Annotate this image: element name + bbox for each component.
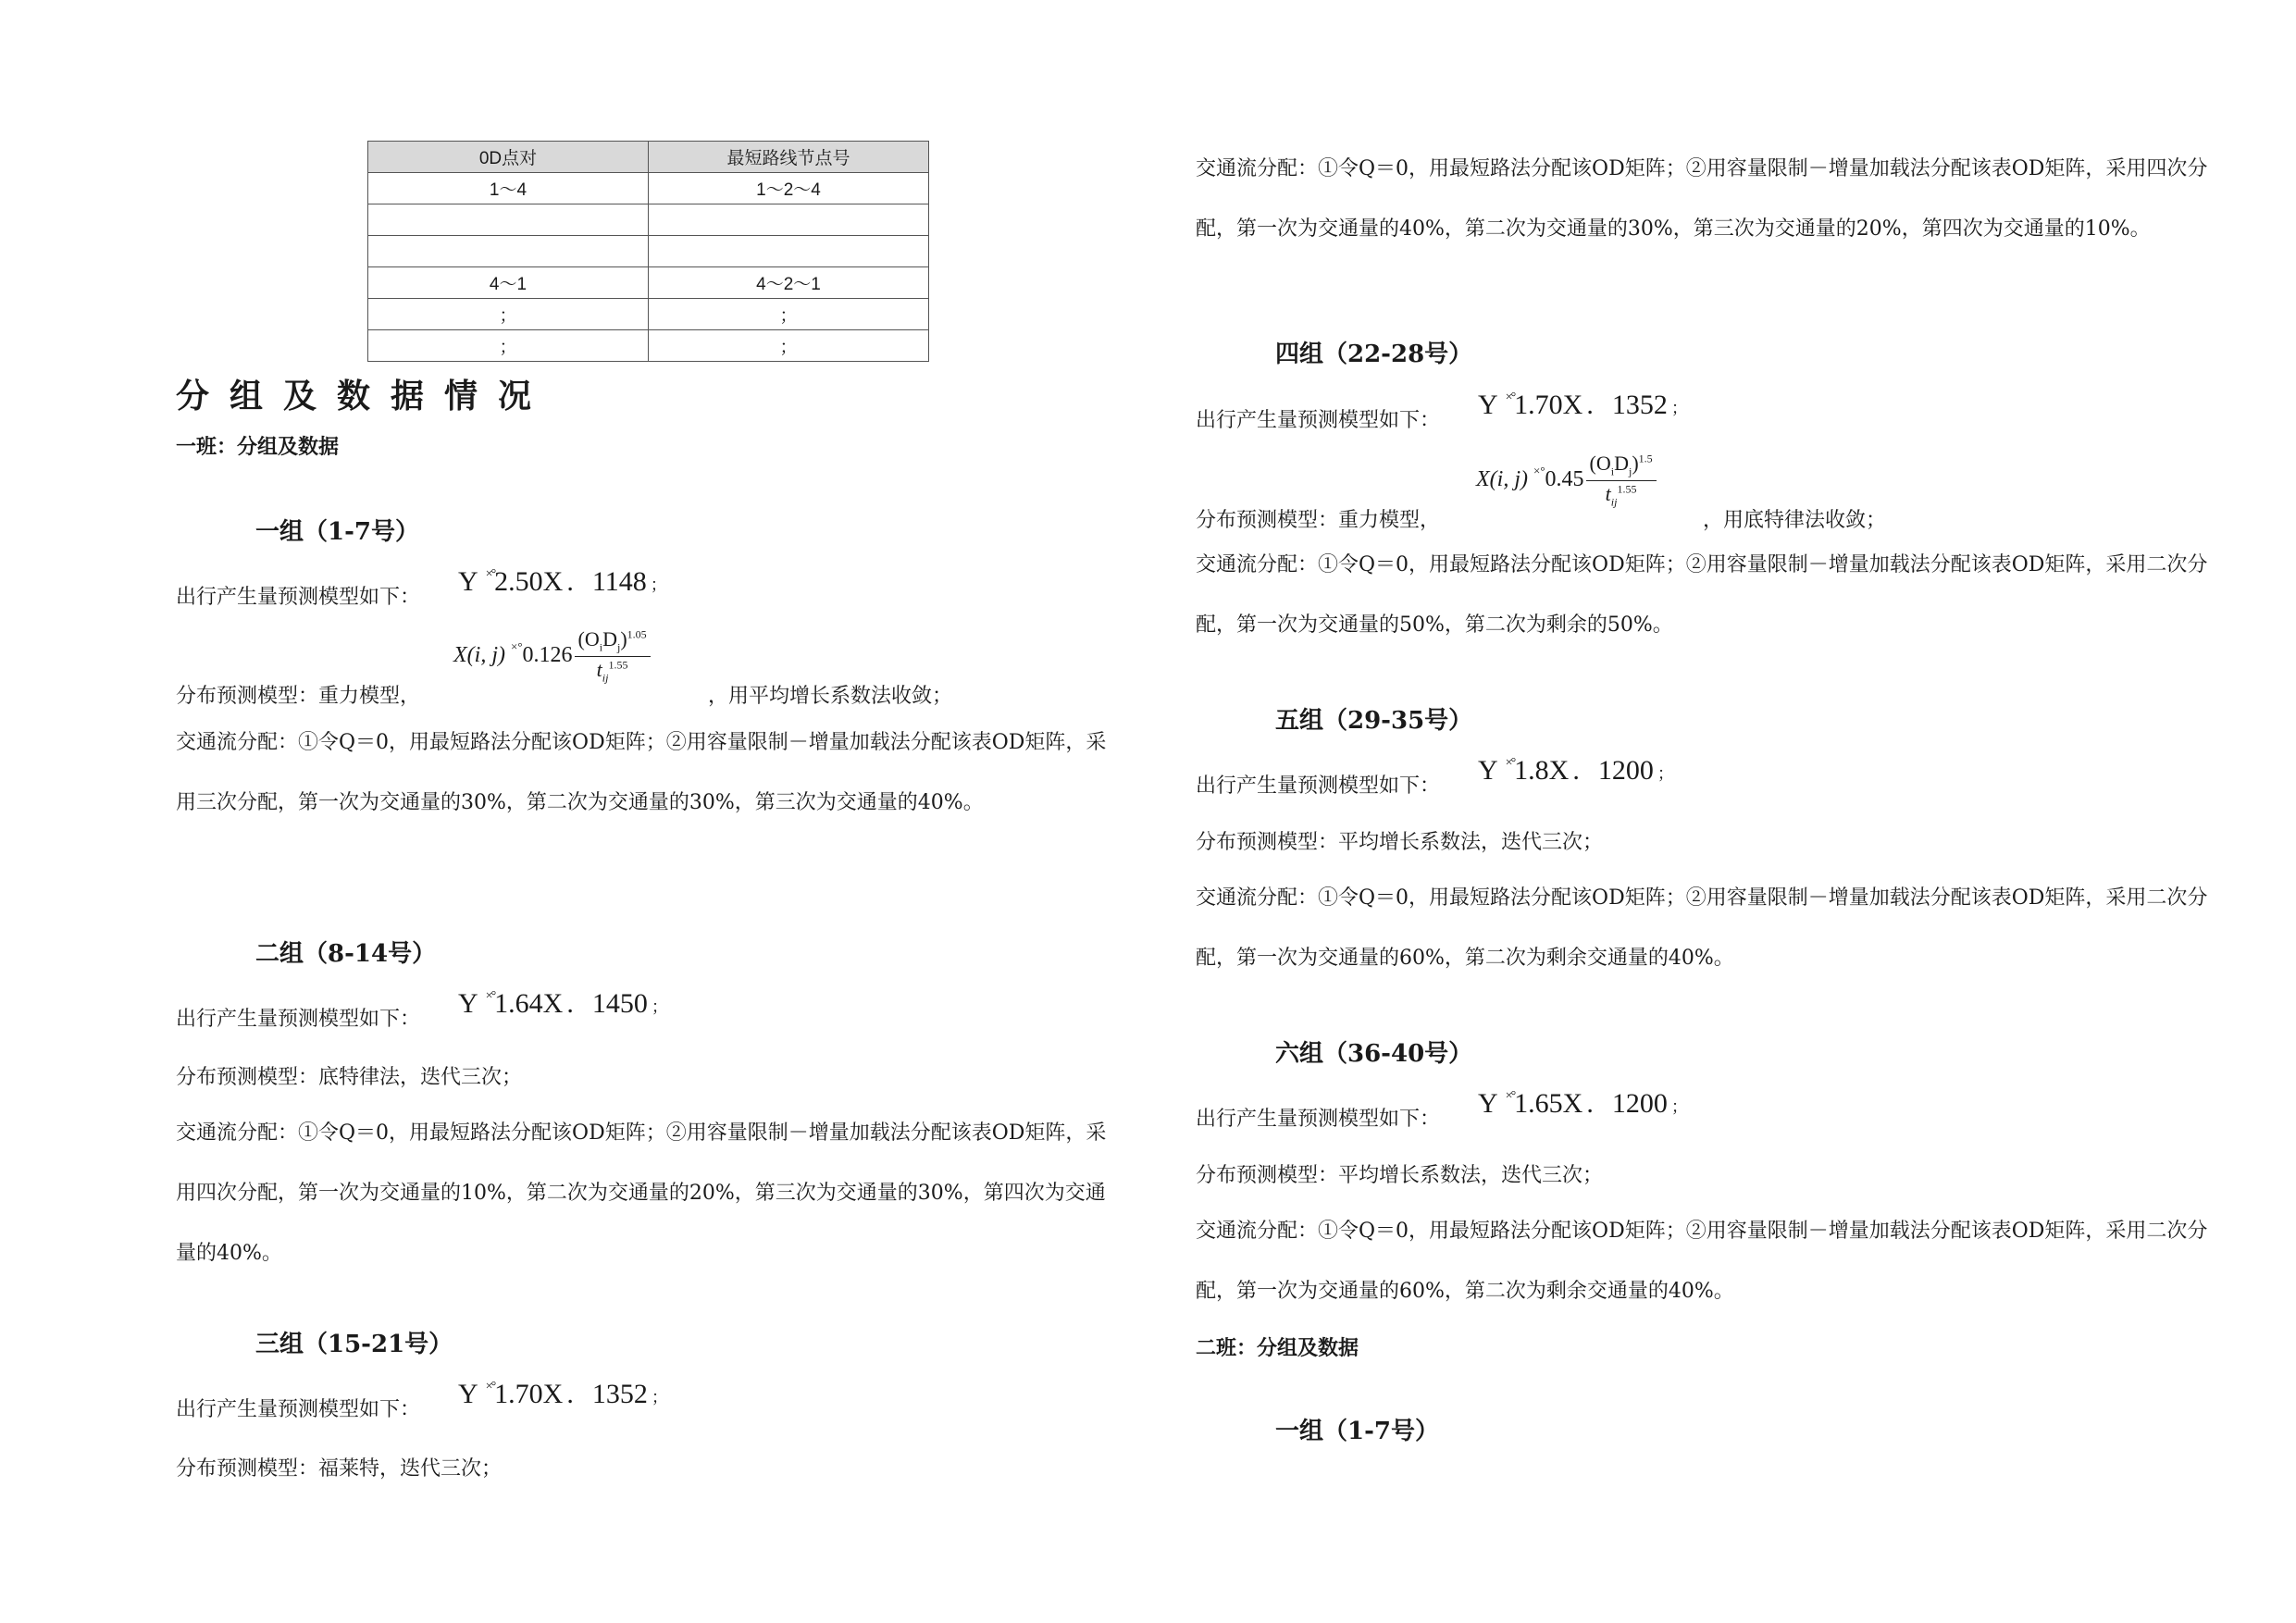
table-row	[368, 267, 929, 299]
trip-formula	[1478, 1088, 1688, 1120]
formula-mark: ×°	[510, 638, 523, 653]
table-cell: 4～1	[368, 267, 649, 299]
formula-const: 1200	[1611, 1088, 1668, 1119]
distribution-label: 分布预测模型：平均增长系数法，迭代三次；	[1196, 1164, 1604, 1187]
distribution-method: 平均增长系数法，迭代三次；	[1338, 1164, 1604, 1187]
formula-coef: 1.70	[494, 1379, 543, 1409]
gravity-lhs: X(i, j)	[453, 642, 505, 667]
distribution-method: 福莱特，迭代三次；	[318, 1457, 503, 1481]
formula-separator: .	[566, 988, 574, 1019]
formula-y: Y	[1478, 390, 1498, 420]
trip-formula	[458, 1379, 668, 1410]
formula-mark: ×°	[485, 567, 495, 581]
formula-const: 1450	[591, 988, 648, 1019]
formula-y: Y	[458, 988, 478, 1019]
formula-const: 1148	[591, 566, 647, 597]
formula-mark: ×°	[1505, 756, 1515, 770]
od-table-header-row	[368, 142, 929, 173]
formula-const: 1352	[1611, 390, 1668, 420]
group-heading: 二组（8-14号）	[255, 940, 437, 968]
group-heading: 四组（22-28号）	[1275, 341, 1473, 368]
formula-mark: ×°	[1505, 1089, 1515, 1103]
fraction-denominator: $t_{ij}^{1.55}$	[1605, 482, 1637, 509]
gravity-suffix: ，用底特律法收敛；	[1703, 509, 1887, 532]
formula-coef: 1.70	[1514, 390, 1563, 420]
gravity-suffix: ，用平均增长系数法收敛；	[708, 685, 953, 708]
distribution-label: 分布预测模型：福莱特，迭代三次；	[176, 1457, 503, 1481]
formula-x: X	[542, 1379, 564, 1409]
table-cell: 1～2～4	[649, 173, 929, 204]
formula-const: 1352	[591, 1379, 648, 1409]
assignment-text: 交通流分配：①令Q＝0，用最短路法分配该OD矩阵；②用容量限制－增量加载法分配该表OD矩阵，采用二次分配，第一次为交通量的60%，第二次为剩余交通量的40%。	[1196, 886, 2208, 970]
group-heading: 一组（1-7号）	[1275, 1418, 1439, 1445]
trip-model-label: 出行产生量预测模型如下：	[176, 1008, 421, 1031]
formula-mark: ×°	[1533, 463, 1545, 477]
group-heading: 六组（36-40号）	[1275, 1040, 1473, 1068]
gravity-formula	[453, 627, 651, 686]
formula-x: X	[542, 988, 564, 1019]
formula-semicolon: ；	[651, 1388, 668, 1406]
gravity-fraction	[1586, 452, 1657, 510]
formula-x: X	[1548, 755, 1570, 786]
gravity-coef: 0.45	[1545, 466, 1584, 491]
table-row	[368, 173, 929, 204]
formula-semicolon: ；	[1657, 764, 1674, 783]
formula-x: X	[542, 566, 564, 597]
formula-mark: ×°	[1505, 390, 1515, 404]
gravity-label: 分布预测模型：重力模型，	[176, 685, 421, 708]
distribution-method: 底特律法，迭代三次；	[318, 1066, 523, 1089]
formula-coef: 2.50	[494, 566, 543, 597]
table-cell	[649, 204, 929, 236]
trip-model-label: 出行产生量预测模型如下：	[1196, 774, 1441, 798]
trip-model-label: 出行产生量预测模型如下：	[176, 1398, 421, 1421]
gravity-coef: 0.126	[522, 642, 573, 667]
formula-y: Y	[458, 1379, 478, 1409]
fraction-numerator: $(O_iD_j)^{1.05}$	[575, 627, 651, 657]
od-table-header-cell: 0D点对	[368, 142, 649, 173]
fraction-denominator: $t_{ij}^{1.55}$	[596, 658, 628, 685]
table-row	[368, 236, 929, 267]
group-heading: 一组（1-7号）	[255, 518, 419, 546]
gravity-lhs: X(i, j)	[1476, 466, 1528, 491]
formula-separator: .	[1572, 755, 1580, 786]
assignment-text: 交通流分配：①令Q＝0，用最短路法分配该OD矩阵；②用容量限制－增量加载法分配该表OD矩阵，采用二次分配，第一次为交通量的50%，第二次为剩余的50%。	[1196, 553, 2208, 637]
gravity-fraction	[575, 627, 651, 686]
formula-y: Y	[1478, 755, 1498, 786]
formula-coef: 1.8	[1514, 755, 1549, 786]
table-row	[368, 299, 929, 330]
od-table	[367, 141, 929, 362]
formula-coef: 1.64	[494, 988, 543, 1019]
trip-formula	[1478, 755, 1674, 787]
formula-y: Y	[458, 566, 478, 597]
formula-coef: 1.65	[1514, 1088, 1563, 1119]
formula-semicolon: ；	[650, 576, 667, 594]
table-cell	[368, 204, 649, 236]
group-heading: 五组（29-35号）	[1275, 707, 1473, 735]
gravity-label: 分布预测模型：重力模型，	[1196, 509, 1441, 532]
table-cell: 4～2～1	[649, 267, 929, 299]
distribution-label: 分布预测模型：平均增长系数法，迭代三次；	[1196, 831, 1604, 854]
table-cell: ；	[649, 299, 929, 330]
table-row	[368, 204, 929, 236]
trip-formula	[458, 988, 668, 1020]
table-cell	[649, 236, 929, 267]
class2-heading: 二班：分组及数据	[1196, 1336, 1359, 1360]
trip-model-label: 出行产生量预测模型如下：	[176, 586, 421, 609]
assignment-text: 交通流分配：①令Q＝0，用最短路法分配该OD矩阵；②用容量限制－增量加载法分配该表OD矩阵，采用二次分配，第一次为交通量的60%，第二次为剩余交通量的40%。	[1196, 1220, 2208, 1303]
formula-separator: .	[1586, 1088, 1594, 1119]
assignment-text: 交通流分配：①令Q＝0，用最短路法分配该OD矩阵；②用容量限制－增量加载法分配该表OD矩阵，采用四次分配，第一次为交通量的10%，第二次为交通量的20%，第三次为交通量的30%，第四次为交通量的40%。	[176, 1121, 1107, 1265]
table-cell: 1～4	[368, 173, 649, 204]
assignment-text: 交通流分配：①令Q＝0，用最短路法分配该OD矩阵；②用容量限制－增量加载法分配该表OD矩阵，采用四次分配，第一次为交通量的40%，第二次为交通量的30%，第三次为交通量的20%，第四次为交通量的10%。	[1196, 157, 2208, 241]
od-table-header-cell: 最短路线节点号	[649, 142, 929, 173]
table-cell: ；	[368, 299, 649, 330]
formula-semicolon: ；	[1670, 399, 1688, 417]
section-title: 分组及数据情况	[176, 377, 552, 415]
assignment-text: 交通流分配：①令Q＝0，用最短路法分配该OD矩阵；②用容量限制－增量加载法分配该表OD矩阵，采用三次分配，第一次为交通量的30%，第二次为交通量的30%，第三次为交通量的40%。	[176, 731, 1107, 814]
trip-formula	[1478, 390, 1688, 421]
trip-model-label: 出行产生量预测模型如下：	[1196, 1108, 1441, 1131]
table-cell: ；	[649, 330, 929, 362]
distribution-label: 分布预测模型：底特律法，迭代三次；	[176, 1066, 523, 1089]
distribution-method: 平均增长系数法，迭代三次；	[1338, 831, 1604, 854]
formula-separator: .	[566, 566, 574, 597]
group-heading: 三组（15-21号）	[255, 1331, 453, 1358]
formula-x: X	[1562, 390, 1583, 420]
formula-mark: ×°	[485, 989, 495, 1003]
table-row	[368, 330, 929, 362]
formula-mark: ×°	[485, 1380, 495, 1394]
formula-semicolon: ；	[651, 997, 668, 1016]
fraction-numerator: $(O_iD_j)^{1.5}$	[1586, 452, 1657, 481]
formula-separator: .	[1586, 390, 1594, 420]
table-cell	[368, 236, 649, 267]
formula-x: X	[1562, 1088, 1583, 1119]
formula-separator: .	[566, 1379, 574, 1409]
class1-heading: 一班：分组及数据	[176, 435, 340, 459]
trip-formula	[458, 566, 667, 598]
gravity-formula	[1476, 452, 1657, 510]
formula-y: Y	[1478, 1088, 1498, 1119]
formula-semicolon: ；	[1670, 1097, 1688, 1116]
table-cell: ；	[368, 330, 649, 362]
trip-model-label: 出行产生量预测模型如下：	[1196, 409, 1441, 432]
formula-const: 1200	[1597, 755, 1654, 786]
